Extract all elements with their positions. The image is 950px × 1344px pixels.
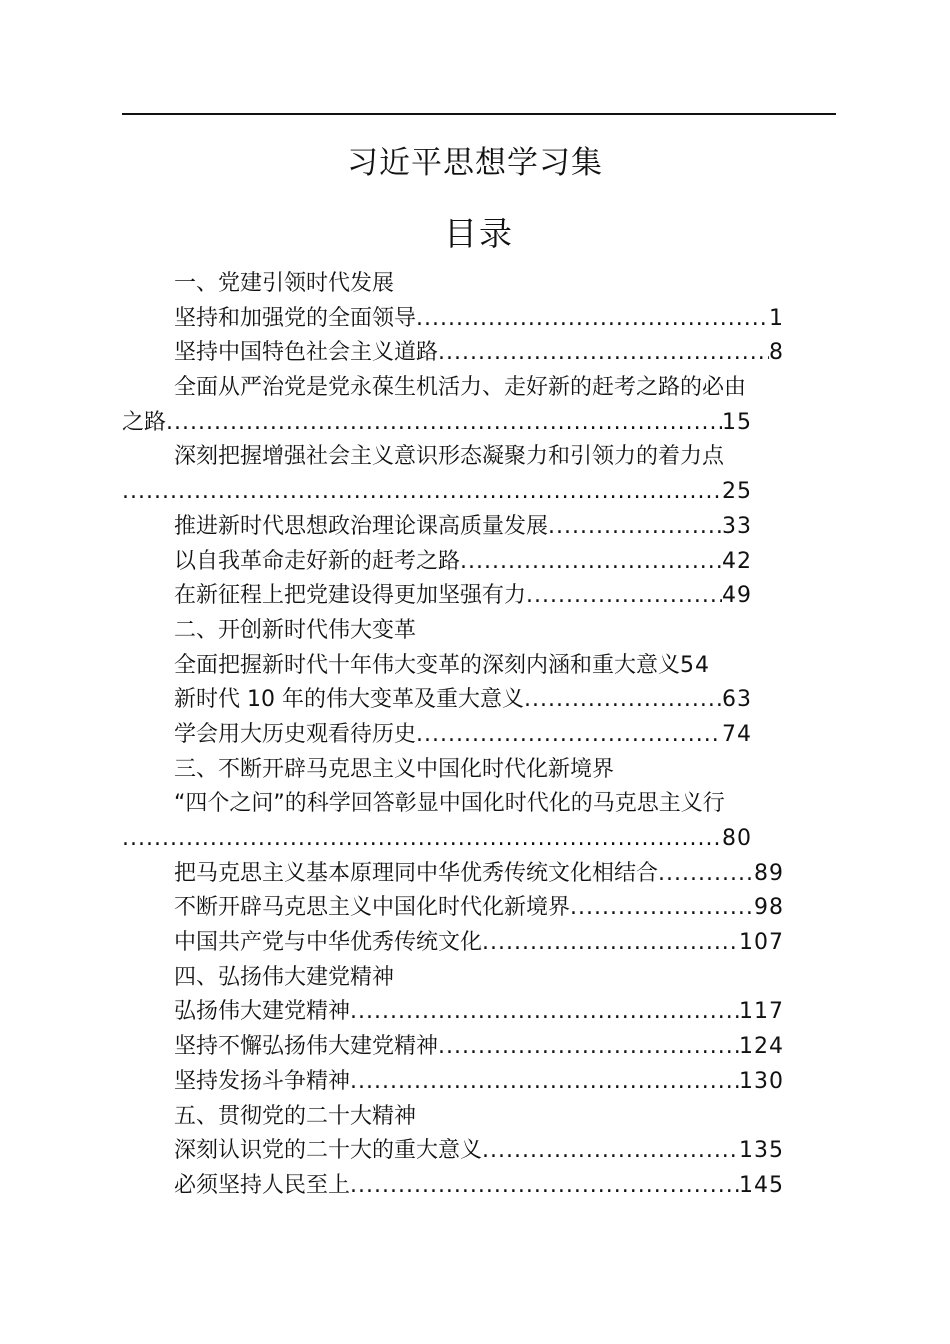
toc-section-2: 二、开创新时代伟大变革 <box>174 617 417 643</box>
toc-entry-title: 中国共产党与中华优秀传统文化 <box>174 930 483 956</box>
toc-entry-title: 必须坚持人民至上 <box>174 1172 351 1198</box>
toc-entry-line1[interactable]: 深刻把握增强社会主义意识形态凝聚力和引领力的着力点 <box>174 444 725 470</box>
toc-heading: 目录 <box>444 214 514 253</box>
toc-entry-page: 124 <box>739 1034 784 1060</box>
toc-section-1: 一、党建引领时代发展 <box>174 271 395 296</box>
toc-leader-dots <box>524 683 722 718</box>
toc-leader-dots <box>570 891 754 926</box>
toc-entry[interactable] <box>122 579 836 614</box>
toc-entry-page: 49 <box>722 583 752 609</box>
toc-entry-title: 坚持中国特色社会主义道路 <box>174 340 439 366</box>
toc-entry-line2[interactable] <box>122 822 836 857</box>
toc-entry[interactable] <box>122 1065 836 1100</box>
toc-leader-dots <box>526 579 722 614</box>
toc-entry[interactable] <box>122 1134 836 1169</box>
toc-entry[interactable] <box>122 649 836 684</box>
toc-leader-dots <box>416 302 769 337</box>
toc-leader-dots <box>350 1169 739 1204</box>
toc-entry[interactable] <box>122 336 836 371</box>
toc-entry-page: 117 <box>739 999 784 1025</box>
toc-entry-page: 42 <box>722 548 752 574</box>
toc-leader-dots <box>350 995 739 1030</box>
toc-leader-dots <box>122 475 722 510</box>
toc-leader-dots <box>460 545 722 580</box>
toc-leader-dots <box>166 406 722 441</box>
toc-entry[interactable] <box>122 1169 836 1204</box>
toc-entry-title: 在新征程上把党建设得更加坚强有力 <box>174 583 527 609</box>
toc-section-5: 五、贯彻党的二十大精神 <box>174 1103 417 1129</box>
toc-entry-title: 全面把握新时代十年伟大变革的深刻内涵和重大意义 <box>174 652 681 678</box>
toc-entry-page: 89 <box>754 860 784 886</box>
toc-entry-title: 坚持发扬斗争精神 <box>174 1068 351 1094</box>
toc-entry[interactable] <box>122 857 836 892</box>
toc-entry[interactable] <box>122 926 836 961</box>
toc-leader-dots <box>658 857 754 892</box>
toc-entry-page: 80 <box>722 826 752 851</box>
toc-entry-page: 74 <box>722 721 752 747</box>
toc-entry-title: 坚持不懈弘扬伟大建党精神 <box>174 1034 439 1060</box>
toc-entry-title: 新时代 10 年的伟大变革及重大意义 <box>174 687 524 713</box>
toc-entry-page: 25 <box>722 479 752 505</box>
toc-entry-line2[interactable] <box>122 406 836 441</box>
toc-entry-title: 把马克思主义基本原理同中华优秀传统文化相结合 <box>174 860 659 886</box>
toc-entry-page: 130 <box>739 1068 784 1094</box>
toc-leader-dots <box>482 1134 739 1169</box>
table-of-contents <box>122 267 836 1204</box>
toc-entry-page: 98 <box>754 895 784 921</box>
toc-leader-dots <box>548 510 722 545</box>
toc-entry-page: 8 <box>769 340 784 366</box>
toc-entry-line1[interactable]: “四个之问”的科学回答彰显中国化时代化的马克思主义行 <box>174 791 725 817</box>
toc-entry-title: 深刻认识党的二十大的重大意义 <box>174 1138 483 1164</box>
toc-entry-title: 之路 <box>122 409 167 435</box>
toc-entry[interactable] <box>122 995 836 1030</box>
toc-leader-dots <box>416 718 722 753</box>
toc-entry-page: 107 <box>739 930 784 956</box>
header-rule <box>122 113 836 115</box>
toc-leader-dots <box>122 822 722 857</box>
toc-entry-title: 以自我革命走好新的赶考之路 <box>174 548 461 574</box>
toc-entry[interactable] <box>122 1030 836 1065</box>
toc-entry[interactable] <box>122 510 836 545</box>
toc-entry-page: 145 <box>739 1172 784 1198</box>
toc-leader-dots <box>350 1065 739 1100</box>
toc-leader-dots <box>438 1030 739 1065</box>
toc-entry-title: 弘扬伟大建党精神 <box>174 999 351 1025</box>
toc-entry-page: 1 <box>769 305 784 331</box>
toc-entry-page: 54 <box>680 652 711 678</box>
toc-entry[interactable] <box>122 302 836 337</box>
toc-entry[interactable] <box>122 891 836 926</box>
toc-entry-line1[interactable]: 全面从严治党是党永葆生机活力、走好新的赶考之路的必由 <box>174 375 747 401</box>
toc-entry-page: 15 <box>722 409 752 435</box>
toc-section-3: 三、不断开辟马克思主义中国化时代化新境界 <box>174 756 615 782</box>
toc-leader-dots <box>438 336 769 371</box>
toc-entry-page: 135 <box>739 1138 784 1164</box>
toc-entry-line2[interactable] <box>122 475 836 510</box>
toc-entry[interactable] <box>122 545 836 580</box>
document-title: 习近平思想学习集 <box>347 145 603 181</box>
toc-entry[interactable] <box>122 718 836 753</box>
toc-entry[interactable] <box>122 683 836 718</box>
toc-entry-page: 33 <box>722 513 752 539</box>
toc-entry-page: 63 <box>722 687 752 713</box>
toc-entry-title: 学会用大历史观看待历史 <box>174 721 417 747</box>
toc-entry-title: 推进新时代思想政治理论课高质量发展 <box>174 513 549 539</box>
toc-leader-dots <box>482 926 739 961</box>
toc-entry-title: 坚持和加强党的全面领导 <box>174 305 417 331</box>
toc-entry-title: 不断开辟马克思主义中国化时代化新境界 <box>174 895 571 921</box>
toc-section-4: 四、弘扬伟大建党精神 <box>174 964 395 990</box>
